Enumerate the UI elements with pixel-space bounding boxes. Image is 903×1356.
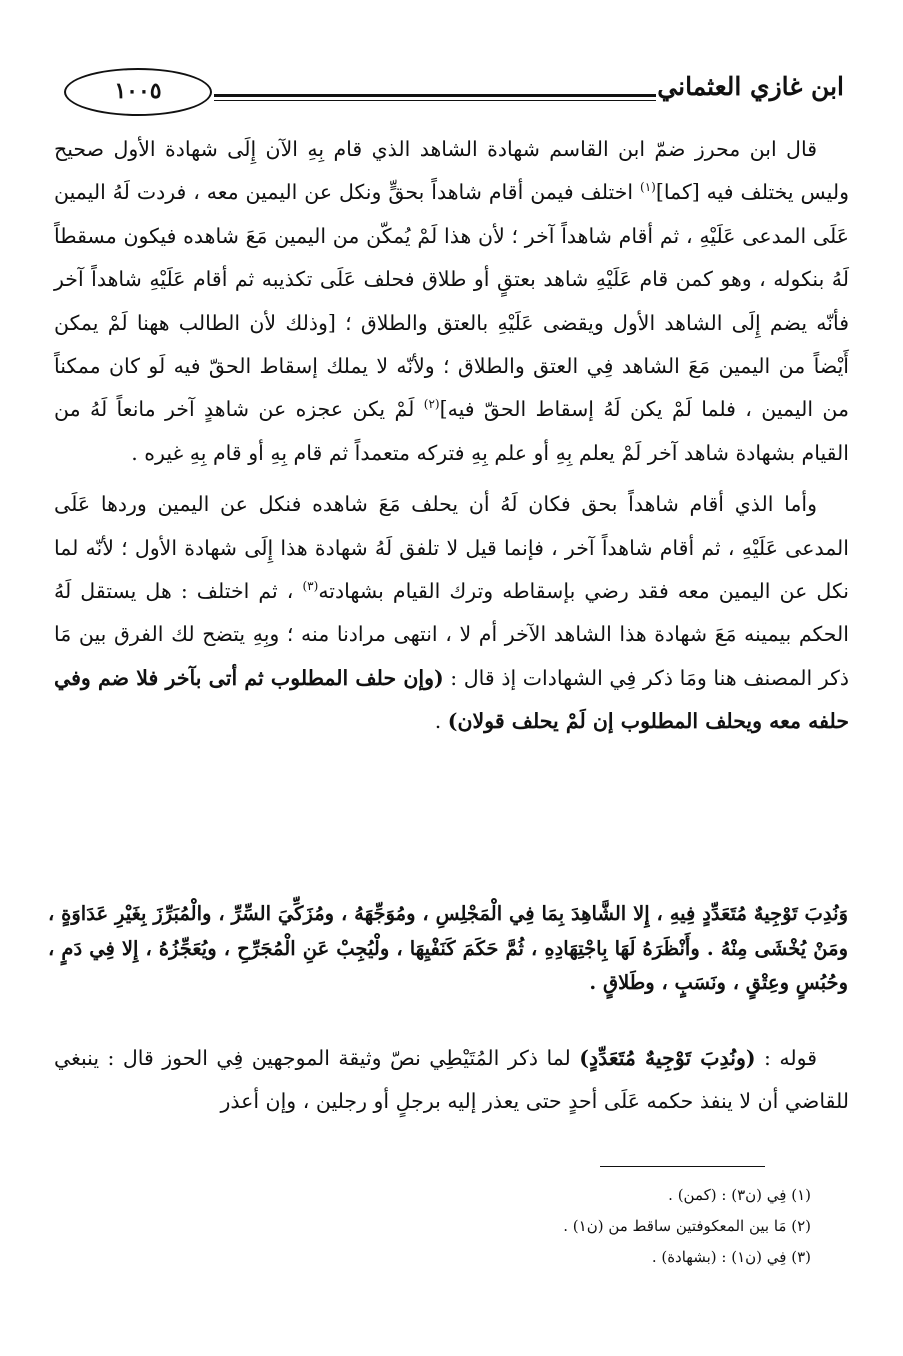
footnote-3: (٣) فِي (ن١) : (بشهادة) .	[651, 1248, 811, 1266]
paragraph-3-part-b: لما ذكر المُتَيْطِي نصّ وثيقة الموجهين فِي الحوز قال : ينبغي للقاضي أن لا ينفذ حكمه عَلَى أحدٍ حتى يعذر إليه برجلٍ أو رجلين ، وإن أعذر	[54, 1046, 849, 1114]
paragraph-1-part-b: اختلف فيمن أقام شاهداً بحقٍّ ونكل عن اليمين معه ، فردت لَهُ اليمين عَلَى المدعى عَلَيْهِ ، ثم أقام شاهداً آخر ؛ لأن هذا لَمْ يُمكّن من اليمين مَعَ شاهده فيكون مسقطاً لَهُ بنكوله ، وهو كمن قام عَلَيْهِ شاهد بعتقٍ أو طلاق فحلف عَلَى تكذيبه ثم أقام عَلَيْهِ شاهداً آخر فأنّه يضم إِلَى الشاهد الأول ويقضى عَلَيْهِ بالعتق والطلاق ؛ [وذلك لأن الطالب ههنا لَمْ يمكن أَيْضاً من اليمين مَعَ الشاهد فِي العتق والطلاق ؛ ولأنّه لا يملك إسقاط الحقّ فيه لَو كان ممكناً من اليمين ، فلما لَمْ يكن لَهُ إسقاط الحقّ فيه]	[54, 180, 850, 422]
header-rule	[214, 94, 656, 101]
footnote-ref-3: (٣)	[302, 579, 319, 594]
paragraph-2-part-b: ، ثم اختلف : هل يستقل لَهُ الحكم بيمينه مَعَ شهادة هذا الشاهد الآخر أم لا ، انتهى مرادنا منه ؛ وبِهِ يتضح لك الفرق بين مَا ذكر المصنف هنا ومَا ذكر فِي الشهادات إذ قال :	[54, 579, 849, 690]
paragraph-3-quote: (ونُدِبَ تَوْجِيهٌ مُتَعَدِّدٍ)	[579, 1046, 756, 1070]
page-number: ١٠٠٥	[64, 68, 212, 116]
paragraph-3-part-a: قوله :	[755, 1046, 817, 1070]
footnote-2: (٢) مَا بين المعكوفتين ساقط من (ن١) .	[563, 1217, 811, 1235]
quoted-matn: (وإن حلف المطلوب ثم أتى بآخر فلا ضم وفي حلفه معه ويحلف المطلوب إن لَمْ يحلف قولان)	[54, 665, 849, 734]
paragraph-1	[54, 128, 849, 475]
running-title: ابن غازي العثماني	[657, 72, 844, 101]
footnote-ref-2: (٢)	[423, 397, 440, 412]
paragraph-2-part-c: .	[434, 709, 448, 734]
paragraph-2-part-a: وأما الذي أقام شاهداً بحق فكان لَهُ أن يحلف مَعَ شاهده فنكل عن اليمين وردها عَلَى المدعى عَلَيْهِ ، ثم أقام شاهداً آخر ، فإنما قيل لا تلفق لَهُ شهادة هذا إِلَى شهادة الأول ؛ لأنّه لما نكل عن اليمين معه فقد رضي بإسقاطه وترك القيام بشهادته	[54, 492, 849, 604]
paragraph-1-part-c: لَمْ يكن عجزه عن شاهدٍ آخر مانعاً لَهُ من القيام بشهادة شاهد آخر لَمْ يعلم بِهِ أو علم بِهِ فتركه متعمداً ثم قام بِهِ أو قام بِهِ غيره .	[54, 397, 849, 465]
matn-block: وَنُدِبَ تَوْجِيهٌ مُتَعَدِّدٍ فِيهِ ، إِلا الشَّاهِدَ بِمَا فِي الْمَجْلِسِ ، ومُوَجِّهَهُ ، ومُزَكِّيَ السِّرِّ ، والْمُبَرِّزَ بِغَيْرِ عَدَاوَةٍ ، ومَنْ يُخْشَى مِنْهُ . وأَنْظَرَهُ لَهَا بِاجْتِهَادِهِ ، ثُمَّ حَكَمَ كَنَفْيِهَا ، ولْيُجِبْ عَنِ الْمُجَرِّحِ ، ويُعَجِّزُهُ ، إِلا فِي دَمٍ ، وحُبُسٍ وعِتْقٍ ، ونَسَبٍ ، وطَلاقٍ .	[48, 902, 848, 994]
page-header	[64, 66, 844, 122]
footnotes	[111, 1180, 811, 1273]
paragraph-2	[54, 483, 849, 743]
paragraph-1-part-a: قال ابن محرز ضمّ ابن القاسم شهادة الشاهد الذي قام بِهِ الآن إِلَى شهادة الأول صحيح وليس يختلف فيه [كما]	[54, 137, 849, 205]
main-text	[54, 128, 849, 744]
footnote-1: (١) فِي (ن٣) : (كمن) .	[668, 1186, 811, 1204]
paragraph-3	[54, 1037, 849, 1124]
footnote-ref-1: (١)	[640, 180, 656, 195]
footnote-separator	[600, 1166, 765, 1167]
